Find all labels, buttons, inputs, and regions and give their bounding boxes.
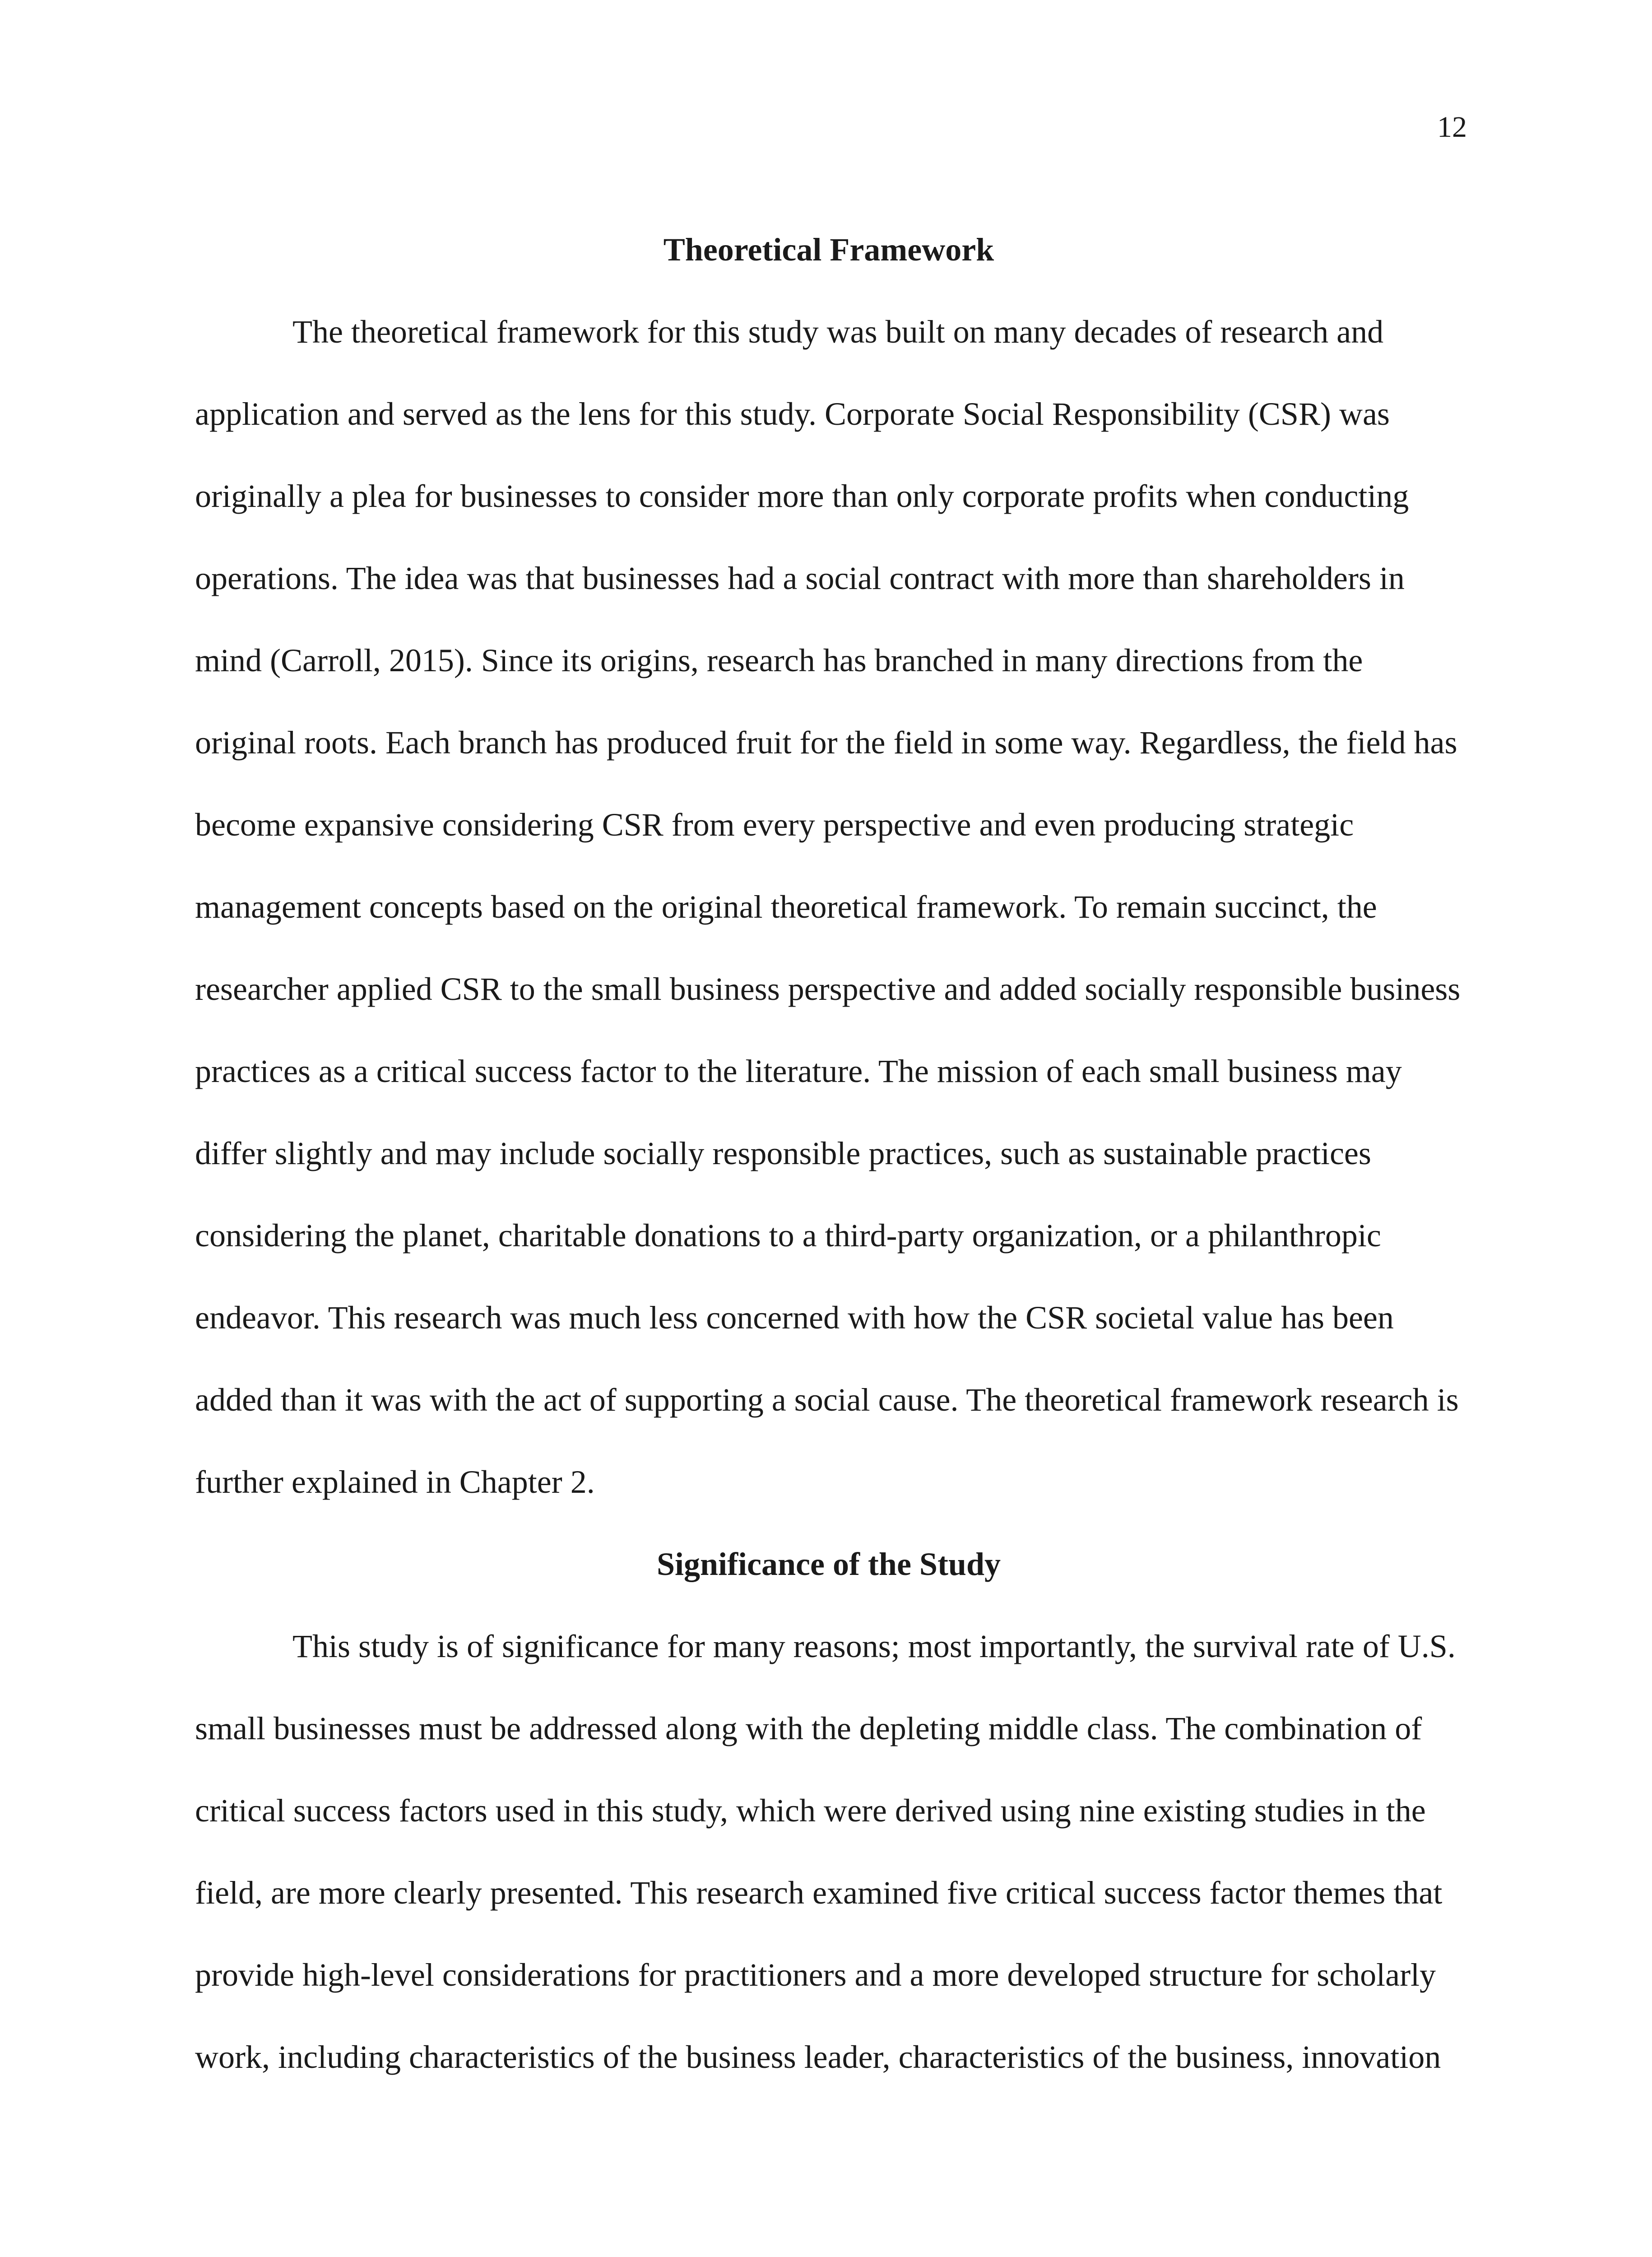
paragraph-line: further explained in Chapter 2.: [195, 1464, 595, 1500]
page-body: [195, 209, 1462, 2098]
paragraph-line: operations. The idea was that businesses had a social contract with more than shareholders in: [195, 560, 1405, 596]
paragraph-line: provide high-level considerations for practitioners and a more developed structure for scholarly: [195, 1957, 1436, 1993]
page-number: 12: [1437, 111, 1467, 144]
paragraph-line: critical success factors used in this study, which were derived using nine existing studies in the: [195, 1793, 1426, 1829]
paragraph-line: added than it was with the act of supporting a social cause. The theoretical framework research is: [195, 1382, 1459, 1418]
paragraph-line: practices as a critical success factor to the literature. The mission of each small business may: [195, 1053, 1402, 1089]
paragraph-line: application and served as the lens for this study. Corporate Social Responsibility (CSR) was: [195, 396, 1390, 432]
paragraph-line: small businesses must be addressed along with the depleting middle class. The combination of: [195, 1710, 1422, 1746]
paragraph-line: mind (Carroll, 2015). Since its origins, research has branched in many directions from the: [195, 642, 1363, 678]
section-heading-theoretical-framework: Theoretical Framework: [663, 232, 994, 268]
paragraph-line: original roots. Each branch has produced fruit for the field in some way. Regardless, the field has: [195, 724, 1457, 761]
paragraph-line: differ slightly and may include socially responsible practices, such as sustainable practices: [195, 1135, 1371, 1171]
paragraph-line: endeavor. This research was much less concerned with how the CSR societal value has been: [195, 1300, 1394, 1336]
paragraph-line: originally a plea for businesses to consider more than only corporate profits when conducting: [195, 478, 1409, 514]
paragraph-line: field, are more clearly presented. This research examined five critical success factor themes that: [195, 1875, 1443, 1911]
section-heading-significance-of-the-study: Significance of the Study: [656, 1546, 1001, 1582]
paragraph-line: This study is of significance for many reasons; most importantly, the survival rate of U.S.: [292, 1628, 1456, 1664]
paragraph-theoretical-framework: [195, 291, 1462, 1523]
paragraph-line: considering the planet, charitable donations to a third-party organization, or a philanthropic: [195, 1217, 1381, 1254]
paragraph-line: management concepts based on the original theoretical framework. To remain succinct, the: [195, 889, 1377, 925]
paragraph-line: become expansive considering CSR from every perspective and even producing strategic: [195, 807, 1354, 843]
paragraph-line: work, including characteristics of the business leader, characteristics of the business, innovation: [195, 2039, 1441, 2075]
paragraph-significance-of-the-study: [195, 1605, 1462, 2098]
paragraph-line: researcher applied CSR to the small business perspective and added socially responsible business: [195, 971, 1461, 1007]
paragraph-line: The theoretical framework for this study was built on many decades of research and: [292, 314, 1384, 350]
